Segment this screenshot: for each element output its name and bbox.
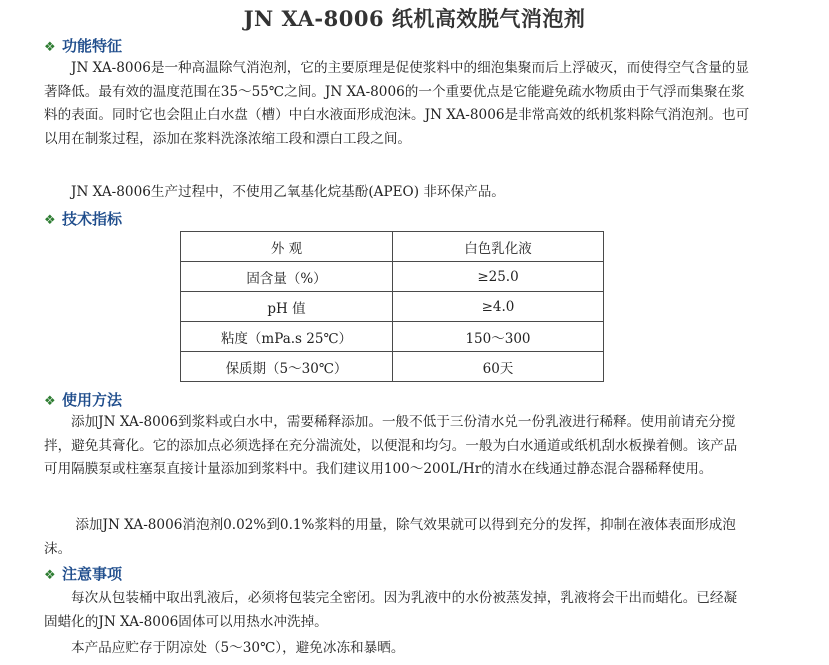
features-paragraph: JN XA-8006是一种高温除气消泡剂，它的主要原理是促使浆料中的细泡集聚而后上浮破灭，而使得空气含量的显著降低。最有效的温度范围在35～55℃之间。JN XA-8006的一个重要优点是它能避免疏水物质由于气浮而集聚在浆料的表面。同时它也会阻止白水盘（槽）中白水液面形成泡沫。JN XA-8006是非常高效的纸机浆料除气消泡剂。也可以用在制浆过程，添加在浆料洗涤浓缩工段和漂白工段之间。 [44,60,750,147]
notes-paragraph: 每次从包装桶中取出乳液后，必须将包装完全密闭。因为乳液中的水份被蒸发掉，乳液将会干出而蜡化。已经凝固蜡化的JN XA-8006固体可以用热水冲洗掉。 [44,590,738,630]
spec-value-cell: ≥4.0 [393,292,604,322]
table-row [181,352,604,382]
diamond-bullet-icon: ❖ [44,568,56,583]
usage-paragraph: 添加JN XA-8006消泡剂0.02%到0.1%浆料的用量，除气效果就可以得到充分的发挥，抑制在液体表面形成泡沫。 [44,517,736,557]
spec-table [180,231,604,382]
diamond-bullet-icon: ❖ [44,213,56,228]
features-paragraph: JN XA-8006生产过程中，不使用乙氧基化烷基酚(APEO) 非环保产品。 [71,184,505,200]
spec-name-cell: 固含量（%） [181,262,393,292]
table-row [181,232,604,262]
page-title: JN XA-8006 纸机高效脱气消泡剂 [243,6,586,31]
diamond-bullet-icon: ❖ [44,394,56,409]
spec-value-cell: 150～300 [393,322,604,352]
spec-name-cell: 粘度（mPa.s 25℃） [181,322,393,352]
spec-name-cell: 保质期（5～30℃） [181,352,393,382]
spec-value-cell: ≥25.0 [393,262,604,292]
table-row [181,262,604,292]
usage-paragraph: 添加JN XA-8006到浆料或白水中，需要稀释添加。一般不低于三份清水兑一份乳液进行稀释。使用前请充分搅拌，避免其膏化。它的添加点必须选择在充分湍流处，以便混和均匀。一般为白水通道或纸机刮水板操着侧。该产品可用隔膜泵或柱塞泵直接计量添加到浆料中。我们建议用100～200L/Hr的清水在线通过静态混合器稀释使用。 [44,414,738,477]
spec-value-cell: 白色乳化液 [393,232,604,262]
notes-paragraph: 本产品应贮存于阴凉处（5～30℃），避免冰冻和暴晒。 [71,640,405,656]
section-heading-label: 功能特征 [62,37,123,55]
spec-name-cell: 外 观 [181,232,393,262]
spec-name-cell: pH 值 [181,292,393,322]
spec-value-cell: 60天 [393,352,604,382]
diamond-bullet-icon: ❖ [44,40,56,55]
section-heading-notes [44,563,122,585]
table-row [181,292,604,322]
section-heading-specs [44,208,122,230]
table-row [181,322,604,352]
section-heading-usage [44,389,122,411]
section-heading-label: 注意事项 [62,565,123,583]
section-heading-label: 技术指标 [62,210,123,228]
section-heading-features [44,35,122,57]
section-heading-label: 使用方法 [62,391,123,409]
